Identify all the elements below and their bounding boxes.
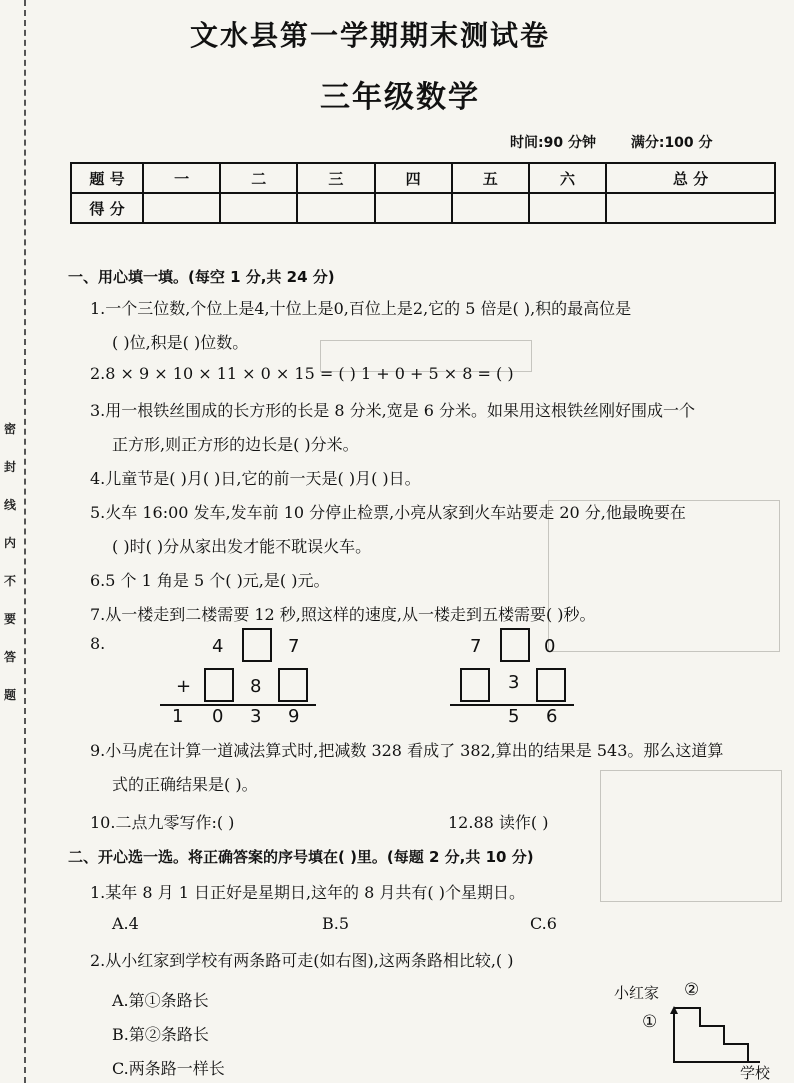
q8-left-blank-box[interactable] (278, 668, 308, 702)
q8-left-plus-sign: + (176, 676, 192, 697)
seal-char: 内 (3, 536, 16, 550)
q8-right-digit: 7 (470, 636, 482, 657)
question-4: 4.儿童节是( )月( )日,它的前一天是( )月( )日。 (90, 469, 421, 488)
exam-subtitle: 三年级数学 (320, 80, 480, 115)
s2-q2-option-a: A.第①条路长 (112, 991, 209, 1010)
q8-left-digit: 7 (288, 636, 300, 657)
seal-char: 要 (3, 612, 16, 626)
score-table-header-row (71, 163, 775, 193)
question-7: 7.从一楼走到二楼需要 12 秒,照这样的速度,从一楼走到五楼需要( )秒。 (90, 605, 596, 624)
exam-title: 文水县第一学期期末测试卷 (189, 19, 550, 52)
seal-char: 封 (3, 460, 16, 474)
q8-left-digit: 4 (212, 636, 224, 657)
q8-left-blank-box[interactable] (242, 628, 272, 662)
question-8-label: 8. (90, 634, 106, 653)
diagram-home-label: 小红家 (614, 984, 660, 1002)
question-3-line-b: 正方形,则正方形的边长是( )分米。 (112, 435, 359, 454)
q8-right-digit: 0 (544, 636, 556, 657)
question-6: 6.5 个 1 角是 5 个( )元,是( )元。 (90, 571, 330, 590)
score-cell[interactable] (220, 193, 297, 223)
q8-left-result-digit: 1 (172, 706, 184, 727)
score-cell[interactable] (452, 193, 529, 223)
q8-right-blank-box[interactable] (500, 628, 530, 662)
score-header-cell: 总 分 (606, 163, 775, 193)
bleed-through-box (600, 770, 782, 902)
score-header-cell: 四 (375, 163, 452, 193)
question-5-line-b: ( )时( )分从家出发才能不耽误火车。 (112, 537, 372, 556)
s2-q1-option-c: C.6 (530, 914, 557, 933)
diagram-route-1-label: ① (642, 1012, 658, 1032)
q8-right-result-digit: 6 (546, 706, 558, 727)
q8-left-digit: 8 (250, 676, 262, 697)
question-10-part-a: 10.二点九零写作:( ) (90, 813, 235, 832)
route-diagram (660, 1000, 780, 1066)
question-2: 2.8 × 9 × 10 × 11 × 0 × 15 = ( ) 1 + 0 + 5 × 8 = ( ) (90, 364, 514, 383)
q8-right-blank-box[interactable] (460, 668, 490, 702)
seal-char: 线 (3, 498, 16, 512)
seal-warning (0, 410, 20, 714)
seal-char: 密 (3, 422, 16, 436)
seal-char: 不 (3, 574, 16, 588)
score-header-cell: 三 (297, 163, 374, 193)
question-10-part-b: 12.88 读作( ) (448, 813, 549, 832)
section-2-title: 二、开心选一选。将正确答案的序号填在( )里。(每题 2 分,共 10 分) (68, 848, 534, 866)
q8-left-result-digit: 0 (212, 706, 224, 727)
q8-left-blank-box[interactable] (204, 668, 234, 702)
question-5-line-a: 5.火车 16:00 发车,发车前 10 分停止检票,小亮从家到火车站要走 20 分,他最晚要在 (90, 503, 686, 522)
score-table-score-row (71, 193, 775, 223)
score-cell[interactable] (143, 193, 220, 223)
score-table (70, 162, 776, 224)
question-1-line-a: 1.一个三位数,个位上是4,十位上是0,百位上是2,它的 5 倍是( ),积的最高位是 (90, 299, 632, 318)
seal-char: 答 (3, 650, 16, 664)
q8-left-result-digit: 3 (250, 706, 262, 727)
score-cell[interactable] (375, 193, 452, 223)
score-header-cell: 六 (529, 163, 606, 193)
question-1-line-b: ( )位,积是( )位数。 (112, 333, 249, 352)
s2-q2-option-c: C.两条路一样长 (112, 1059, 225, 1078)
s2-question-2: 2.从小红家到学校有两条路可走(如右图),这两条路相比较,( ) (90, 951, 514, 970)
score-row-label: 得 分 (71, 193, 143, 223)
exam-full-score: 满分:100 分 (630, 135, 713, 151)
score-header-cell: 题 号 (71, 163, 143, 193)
diagram-route-2-label: ② (684, 980, 700, 1000)
exam-meta (510, 132, 713, 152)
diagram-school-label: 学校 (740, 1064, 771, 1082)
q8-right-digit: 3 (508, 672, 520, 693)
s2-q2-option-b: B.第②条路长 (112, 1025, 209, 1044)
score-header-cell: 一 (143, 163, 220, 193)
s2-question-1: 1.某年 8 月 1 日正好是星期日,这年的 8 月共有( )个星期日。 (90, 883, 525, 902)
s2-q1-option-b: B.5 (322, 914, 350, 933)
score-header-cell: 二 (220, 163, 297, 193)
section-1-title: 一、用心填一填。(每空 1 分,共 24 分) (68, 268, 335, 286)
route-2-path (674, 1008, 760, 1062)
score-header-cell: 五 (452, 163, 529, 193)
exam-time: 时间:90 分钟 (510, 135, 596, 151)
question-3-line-a: 3.用一根铁丝围成的长方形的长是 8 分米,宽是 6 分米。如果用这根铁丝刚好围成一个 (90, 401, 696, 420)
score-cell[interactable] (297, 193, 374, 223)
binding-dashed-line (24, 0, 26, 1083)
q8-right-result-digit: 5 (508, 706, 520, 727)
seal-char: 题 (3, 688, 16, 702)
question-9-line-b: 式的正确结果是( )。 (112, 775, 258, 794)
score-cell[interactable] (606, 193, 775, 223)
score-cell[interactable] (529, 193, 606, 223)
s2-q1-option-a: A.4 (112, 914, 139, 933)
question-9-line-a: 9.小马虎在计算一道减法算式时,把减数 328 看成了 382,算出的结果是 543。那么这道算 (90, 741, 724, 760)
q8-right-blank-box[interactable] (536, 668, 566, 702)
q8-left-result-digit: 9 (288, 706, 300, 727)
